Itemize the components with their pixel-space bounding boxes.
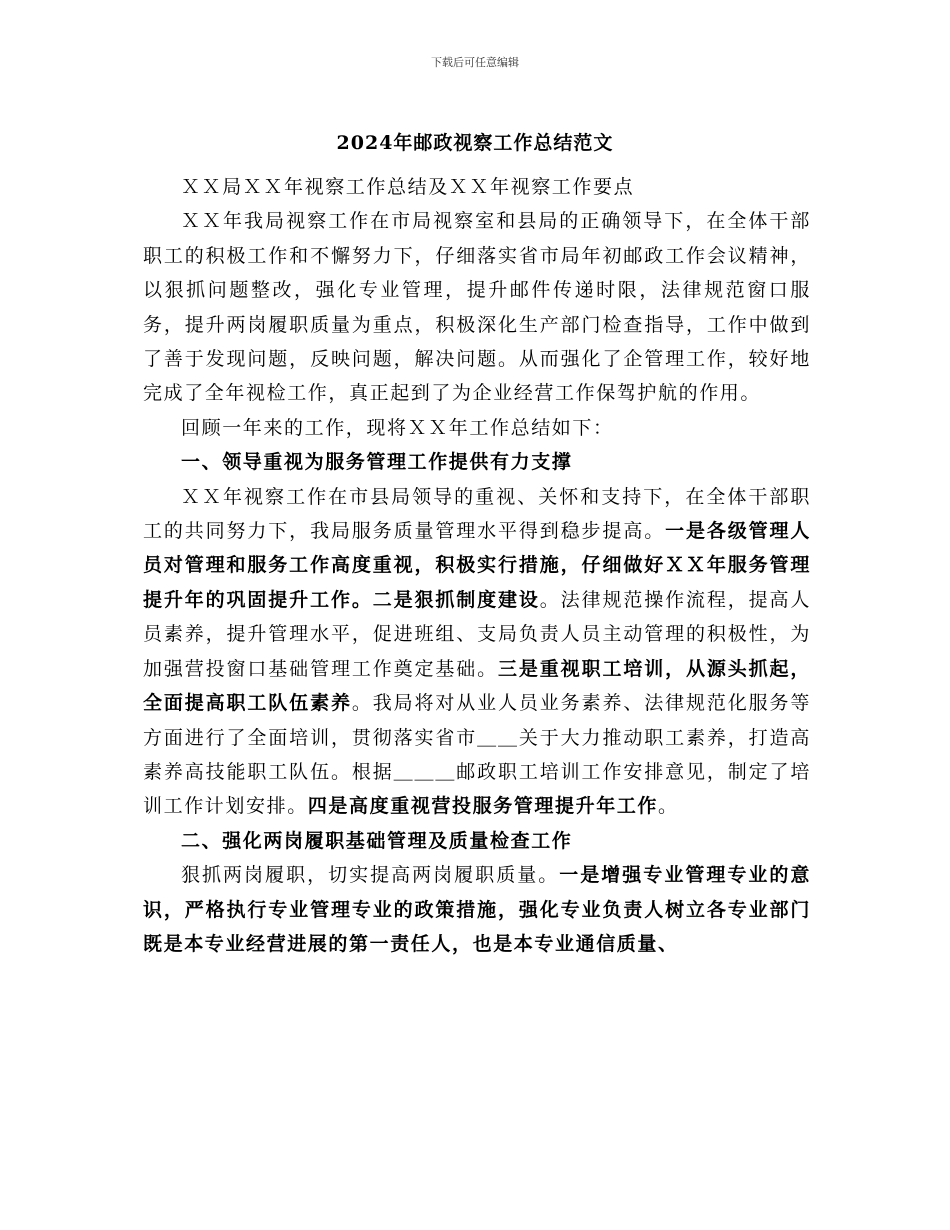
section-heading-2: 二、强化两岗履职基础管理及质量检查工作 (181, 829, 573, 852)
bold-text-run: 一是增强专业管理专业的意识，严格执行专业管理专业的政策措施，强化专业负责人树立各专业部门既是本专业经营进展的第一责任人，也是本专业通信质量、 (143, 864, 811, 955)
header-note: 下载后可任意编辑 (431, 56, 519, 69)
paragraph-review: 回顾一年来的工作，现将ＸＸ年工作总结如下： (181, 416, 614, 439)
text-run: 。法律规范操作流程，提高人员素养，提升管理水平，促进班组、支局负责人员主动管理的积极性，为加强营投窗口基础管理工作奠定基础。 (143, 588, 811, 680)
paragraph-section-2 (143, 858, 811, 961)
bold-text-run: 三是重视职工培训，从源头抓起，全面提高职工队伍素养 (143, 657, 811, 715)
paragraph-intro: ＸＸ年我局视察工作在市局视察室和县局的正确领导下，在全体干部职工的积极工作和不懈努力下，仔细落实省市局年初邮政工作会议精神，以狠抓问题整改，强化专业管理，提升邮件传递时限，法律规范窗口服务，提升两岗履职质量为重点，积极深化生产部门检查指导，工作中做到了善于发现问题，反映问题，解决问题。从而强化了企管理工作，较好地完成了全年视检工作，真正起到了为企业经营工作保驾护航的作用。 (143, 210, 811, 405)
bold-text-run: 四是高度重视营投服务管理提升年工作 (307, 795, 659, 818)
text-run: 狠抓两岗履职，切实提高两岗履职质量。 (181, 864, 560, 887)
document-title: 2024年邮政视察工作总结范文 (336, 132, 614, 154)
paragraph-subtitle: ＸＸ局ＸＸ年视察工作总结及ＸＸ年视察工作要点 (181, 176, 635, 198)
text-run: 。 (658, 795, 679, 818)
document-body (143, 170, 811, 961)
bold-text-run: 一是各级管理人员对管理和服务工作高度重视，积极实行措施，仔细做好ＸＸ年服务管理提升年的巩固提升工作。二是狠抓制度建设 (143, 520, 811, 611)
text-run: 。我局将对从业人员业务素养、法律规范化服务等方面进行了全面培训，贯彻落实省市＿＿关于大力推动职工素养，打造高素养高技能职工队伍。根据＿＿＿邮政职工培训工作安排意见，制定了培训工作计划安排。 (143, 692, 811, 818)
paragraph-section-1 (143, 480, 811, 824)
section-heading-1: 一、领导重视为服务管理工作提供有力支撑 (181, 451, 573, 474)
text-run: ＸＸ年视察工作在市县局领导的重视、关怀和支持下，在全体干部职工的共同努力下，我局服务质量管理水平得到稳步提高。 (143, 485, 811, 543)
